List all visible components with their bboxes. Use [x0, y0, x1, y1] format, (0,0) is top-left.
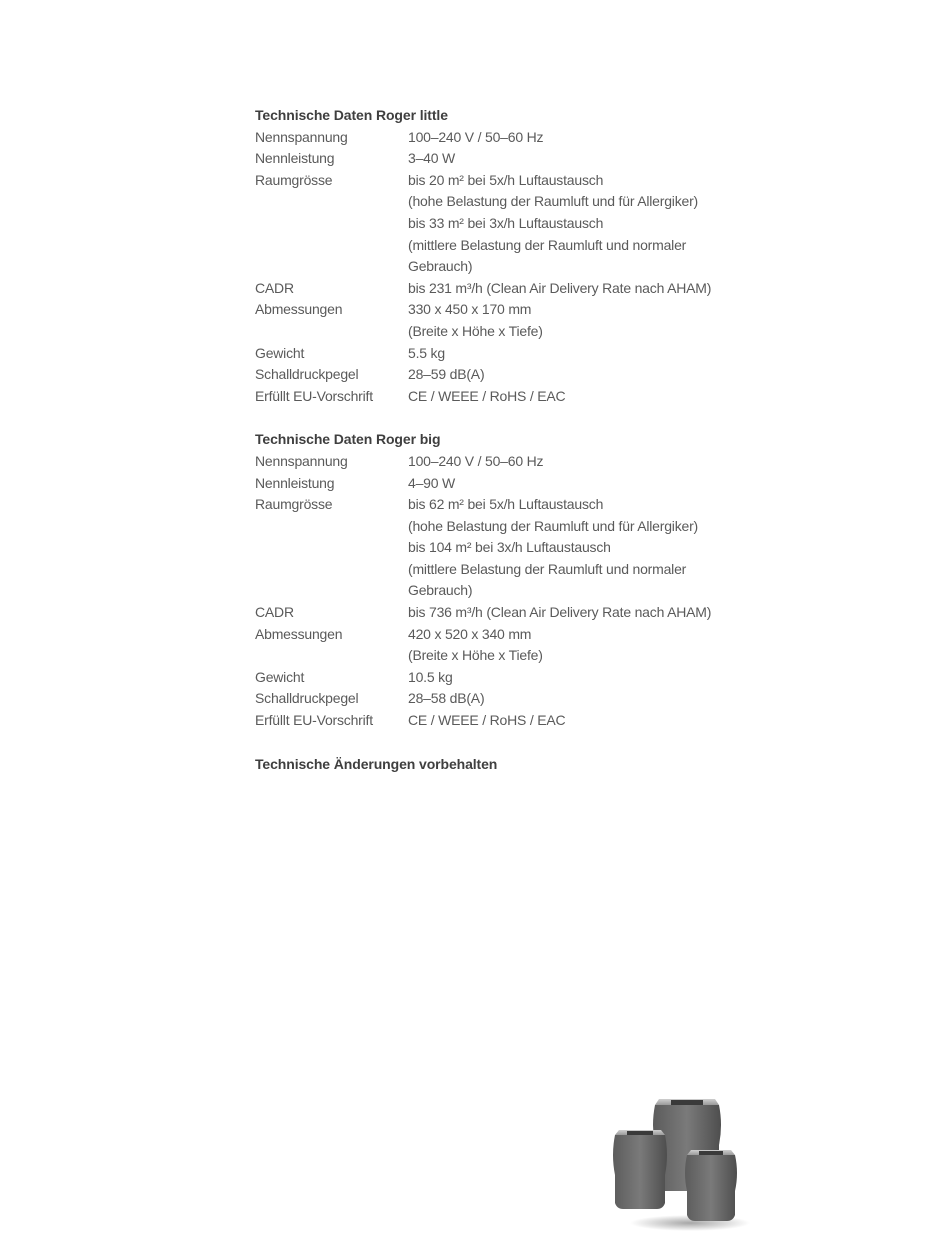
- spec-values: [408, 451, 815, 473]
- spec-label: Erfüllt EU-Vorschrift: [255, 387, 373, 404]
- spec-value: 100–240 V / 50–60 Hz: [408, 452, 544, 469]
- spec-value: 10.5 kg: [408, 668, 453, 685]
- spec-value: Gebrauch): [408, 582, 473, 599]
- spec-value: 420 x 520 x 340 mm: [408, 625, 532, 642]
- section-title: Technische Daten Roger little: [255, 107, 448, 123]
- spec-value: 5.5 kg: [408, 344, 445, 361]
- spec-row: [255, 278, 815, 300]
- spec-label: Gewicht: [255, 344, 305, 361]
- spec-label: Abmessungen: [255, 301, 343, 318]
- spec-label: Erfüllt EU-Vorschrift: [255, 712, 373, 729]
- spec-label: CADR: [255, 604, 294, 621]
- spec-row: [255, 127, 815, 149]
- spec-values: [408, 602, 815, 624]
- spec-label: Gewicht: [255, 668, 305, 685]
- spec-row: [255, 473, 815, 495]
- spec-row: [255, 343, 815, 365]
- spec-label: Raumgrösse: [255, 496, 333, 513]
- spec-values: [408, 667, 815, 689]
- spec-label: Nennleistung: [255, 474, 335, 491]
- spec-row: [255, 148, 815, 170]
- spec-row: [255, 299, 815, 342]
- footer-note: Technische Änderungen vorbehalten: [255, 755, 498, 772]
- spec-row: [255, 494, 815, 602]
- spec-row: [255, 364, 815, 386]
- spec-label: Raumgrösse: [255, 171, 333, 188]
- spec-value: bis 62 m² bei 5x/h Luftaustausch: [408, 496, 604, 513]
- spec-values: [408, 688, 815, 710]
- spec-label: Nennspannung: [255, 452, 348, 469]
- spec-values: [408, 386, 815, 408]
- spec-value: 100–240 V / 50–60 Hz: [408, 128, 544, 145]
- spec-value: 330 x 450 x 170 mm: [408, 301, 532, 318]
- spec-values: [408, 343, 815, 365]
- spec-document: [255, 105, 815, 775]
- spec-section: [255, 429, 815, 731]
- spec-values: [408, 624, 815, 667]
- spec-values: [408, 473, 815, 495]
- air-purifier-group-icon: [605, 1095, 750, 1235]
- spec-values: [408, 710, 815, 732]
- spec-label: CADR: [255, 279, 294, 296]
- spec-values: [408, 148, 815, 170]
- spec-value: 4–90 W: [408, 474, 456, 491]
- spec-value: (mittlere Belastung der Raumluft und normaler: [408, 560, 687, 577]
- spec-value: bis 104 m² bei 3x/h Luftaustausch: [408, 539, 611, 556]
- spec-section: [255, 105, 815, 407]
- spec-values: [408, 299, 815, 342]
- spec-label: Nennleistung: [255, 150, 335, 167]
- spec-row: [255, 602, 815, 624]
- spec-row: [255, 170, 815, 278]
- spec-label: Abmessungen: [255, 625, 343, 642]
- spec-value: 28–58 dB(A): [408, 690, 485, 707]
- spec-values: [408, 170, 815, 278]
- spec-value: bis 231 m³/h (Clean Air Delivery Rate nach AHAM): [408, 279, 712, 296]
- spec-row: [255, 688, 815, 710]
- spec-value: CE / WEEE / RoHS / EAC: [408, 712, 566, 729]
- spec-row: [255, 710, 815, 732]
- spec-sections: [255, 105, 815, 732]
- spec-label: Nennspannung: [255, 128, 348, 145]
- spec-value: bis 20 m² bei 5x/h Luftaustausch: [408, 171, 604, 188]
- spec-value: bis 736 m³/h (Clean Air Delivery Rate nach AHAM): [408, 604, 712, 621]
- spec-value: 28–59 dB(A): [408, 366, 485, 383]
- spec-row: [255, 451, 815, 473]
- spec-values: [408, 364, 815, 386]
- spec-values: [408, 127, 815, 149]
- spec-value: (hohe Belastung der Raumluft und für Allergiker): [408, 517, 699, 534]
- spec-value: CE / WEEE / RoHS / EAC: [408, 387, 566, 404]
- spec-label: Schalldruckpegel: [255, 690, 359, 707]
- spec-value: (Breite x Höhe x Tiefe): [408, 322, 543, 339]
- spec-label: Schalldruckpegel: [255, 366, 359, 383]
- spec-value: (Breite x Höhe x Tiefe): [408, 647, 543, 664]
- spec-value: (hohe Belastung der Raumluft und für Allergiker): [408, 193, 699, 210]
- spec-value: bis 33 m² bei 3x/h Luftaustausch: [408, 214, 604, 231]
- spec-value: 3–40 W: [408, 150, 456, 167]
- spec-value: (mittlere Belastung der Raumluft und normaler: [408, 236, 687, 253]
- spec-value: Gebrauch): [408, 258, 473, 275]
- spec-values: [408, 494, 815, 602]
- spec-row: [255, 667, 815, 689]
- spec-row: [255, 624, 815, 667]
- spec-row: [255, 386, 815, 408]
- section-title: Technische Daten Roger big: [255, 431, 441, 448]
- spec-values: [408, 278, 815, 300]
